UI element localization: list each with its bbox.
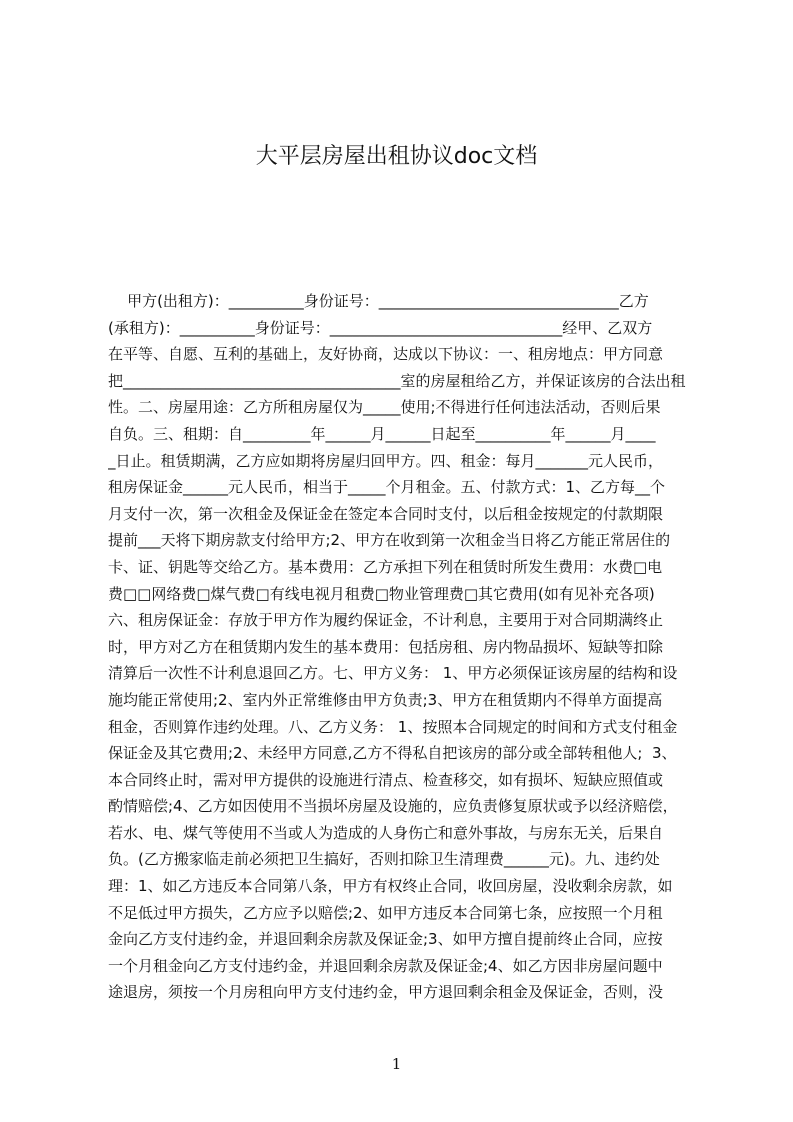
body-line: 理：1、如乙方违反本合同第八条，甲方有权终止合同，收回房屋，没收剩余房款，如 — [108, 877, 673, 896]
body-line: 金向乙方支付违约金，并退回剩余房款及保证金;3、如甲方擅自提前终止合同，应按 — [108, 930, 663, 949]
body-line: 施均能正常使用;2、室内外正常维修由甲方负责;3、甲方在租赁期内不得单方面提高 — [108, 690, 663, 709]
body-line: 保证金及其它费用;2、未经甲方同意,乙方不得私自把该房的部分或全部转租他人; 3、 — [108, 744, 677, 763]
body-line: 卡、证、钥匙等交给乙方。基本费用：乙方承担下列在租赁时所发生费用：水费□电 — [108, 557, 663, 576]
body-line: 不足低过甲方损失，乙方应予以赔偿;2、如甲方违反本合同第七条，应按照一个月租 — [108, 903, 663, 922]
body-line: 租房保证金______元人民币，相当于_____个月租金。五、付款方式：1、乙方每__个 — [108, 478, 666, 497]
body-line: 甲方(出租方)：__________身份证号：________________________________乙方 — [108, 292, 649, 310]
body-line: 租金，否则算作违约处理。八、乙方义务： 1、按照本合同规定的时间和方式支付租金 — [108, 717, 678, 736]
body-line: 清算后一次性不计利息退回乙方。七、甲方义务： 1、甲方必须保证该房屋的结构和设 — [108, 664, 678, 683]
body-line: 月支付一次，第一次租金及保证金在签定本合同时支付，以后租金按规定的付款期限 — [108, 504, 664, 523]
body-line: 提前___天将下期房款支付给甲方;2、甲方在收到第一次租金当日将乙方能正常居住的 — [108, 531, 671, 550]
body-line: 本合同终止时，需对甲方提供的设施进行清点、检查移交，如有损坏、短缺应照值或 — [108, 770, 664, 789]
body-line: 途退房，须按一个月房租向甲方支付违约金，甲方退回剩余租金及保证金，否则，没 — [108, 983, 664, 1002]
agreement-body — [108, 288, 708, 1006]
body-line: 自负。三、租期：自_________年______月______日起至__________年______月____ — [108, 424, 656, 443]
body-line: 一个月租金向乙方支付违约金，并退回剩余房款及保证金;4、如乙方因非房屋问题中 — [108, 956, 663, 975]
body-line: 时，甲方对乙方在租赁期内发生的基本费用：包括房租、房内物品损坏、短缺等扣除 — [108, 637, 664, 656]
body-line: 若水、电、煤气等使用不当或人为造成的人身伤亡和意外事故，与房东无关，后果自 — [108, 823, 664, 842]
body-line: 费□□网络费□煤气费□有线电视月租费□物业管理费□其它费用(如有见补充各项) — [108, 584, 655, 603]
body-line: 性。二、房屋用途：乙方所租房屋仅为_____使用;不得进行任何违法活动，否则后果 — [108, 398, 661, 417]
body-line: 六、租房保证金：存放于甲方作为履约保证金，不计利息，主要用于对合同期满终止 — [108, 611, 664, 630]
body-line: 在平等、自愿、互利的基础上，友好协商，达成以下协议：一、租房地点：甲方同意 — [108, 345, 664, 364]
body-line: 负。(乙方搬家临走前必须把卫生搞好，否则扣除卫生清理费______元)。九、违约处 — [108, 850, 660, 869]
body-line: _日止。租赁期满，乙方应如期将房屋归回甲方。四、租金：每月_______元人民币， — [108, 451, 664, 470]
body-line: 把_____________________________________室的房屋租给乙方，并保证该房的合法出租 — [108, 371, 686, 390]
page-number: 1 — [391, 1055, 402, 1073]
body-line: 酌情赔偿;4、乙方如因使用不当损坏房屋及设施的，应负责修复原状或予以经济赔偿， — [108, 797, 678, 816]
body-line: (承租方)：__________身份证号：_______________________________经甲、乙双方 — [108, 318, 653, 337]
document-title: 大平层房屋出租协议doc文档 — [255, 144, 538, 169]
